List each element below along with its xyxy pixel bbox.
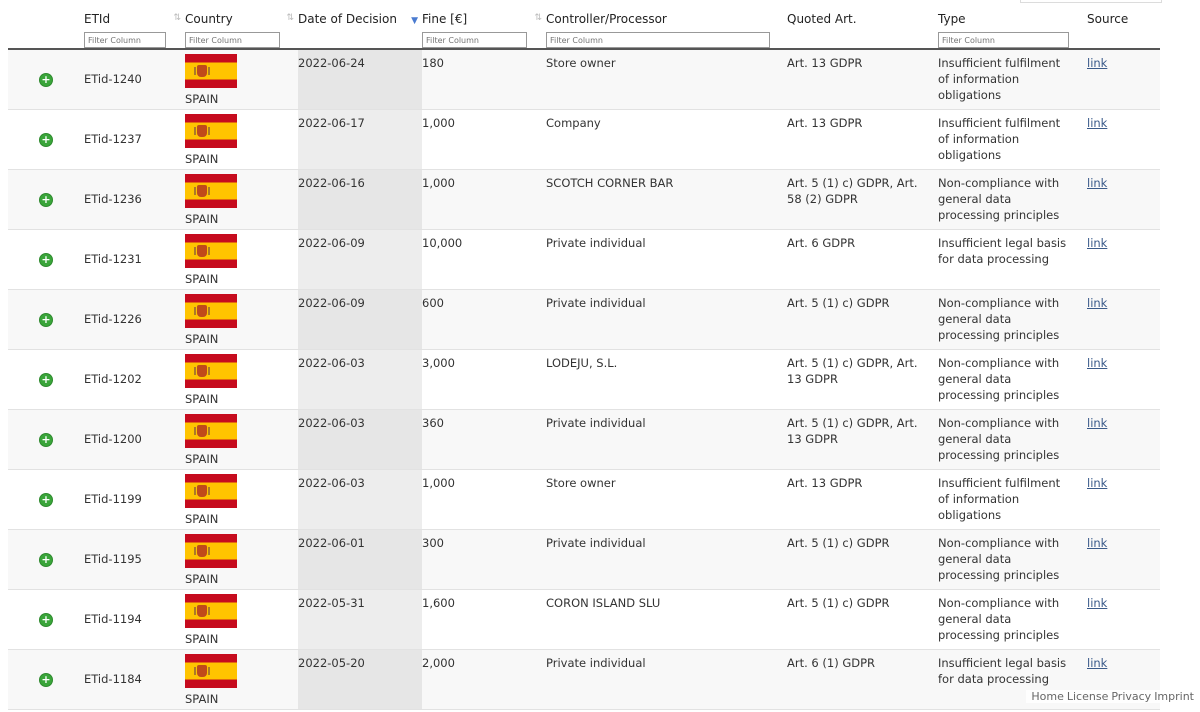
table-row[interactable] [8, 529, 1160, 589]
col-country-header[interactable] [185, 0, 298, 49]
source-cell [1087, 529, 1160, 589]
type-filter-input[interactable] [938, 32, 1069, 48]
controller-value: Private individual [546, 655, 646, 670]
fine-value: 1,000 [422, 175, 455, 190]
plus-circle-icon[interactable]: + [41, 673, 51, 686]
table-row[interactable] [8, 589, 1160, 649]
country-cell [185, 49, 298, 109]
country-cell [185, 229, 298, 289]
table-row[interactable] [8, 289, 1160, 349]
type-value: Non-compliance with general data processing principles [938, 295, 1060, 342]
source-cell [1087, 289, 1160, 349]
coat-of-arms-icon [197, 425, 207, 437]
quoted-value: Art. 13 GDPR [787, 475, 863, 490]
country-value: SPAIN [185, 92, 219, 106]
spain-flag-icon [185, 354, 237, 388]
date-cell [298, 529, 422, 589]
country-cell [185, 169, 298, 229]
type-cell [938, 229, 1087, 289]
etid-cell [84, 109, 185, 169]
spain-flag-icon [185, 594, 237, 628]
fine-value: 180 [422, 56, 444, 70]
controller-value: LODEJU, S.L. [546, 355, 618, 370]
header-row [8, 0, 1160, 49]
type-cell [938, 289, 1087, 349]
country-cell [185, 649, 298, 709]
fine-value: 1,000 [422, 475, 455, 490]
coat-of-arms-icon [197, 185, 207, 197]
type-value: Insufficient legal basis for data processing [938, 655, 1067, 686]
quoted-value: Art. 5 (1) c) GDPR, Art. 13 GDPR [787, 415, 918, 446]
expand-cell[interactable] [8, 589, 84, 649]
etid-cell [84, 469, 185, 529]
expand-cell[interactable] [8, 649, 84, 709]
plus-circle-icon[interactable]: + [41, 73, 51, 87]
country-cell [185, 529, 298, 589]
fine-cell [422, 529, 546, 589]
source-link[interactable]: link [1087, 655, 1108, 670]
quoted-cell [787, 469, 938, 529]
quoted-cell [787, 229, 938, 289]
fine-cell [422, 49, 546, 109]
fine-value: 1,000 [422, 115, 455, 130]
etid-value: ETid-1231 [84, 252, 142, 266]
quoted-value: Art. 13 GDPR [787, 56, 863, 70]
type-value: Insufficient fulfilment of information obligations [938, 56, 1061, 102]
etid-filter-input[interactable] [84, 32, 166, 48]
plus-circle-icon[interactable]: + [41, 253, 51, 266]
source-cell [1087, 229, 1160, 289]
controller-value: Company [546, 115, 601, 130]
controller-value: CORON ISLAND SLU [546, 595, 661, 610]
controller-cell [546, 409, 787, 469]
col-type-header[interactable] [938, 0, 1087, 49]
country-value: SPAIN [185, 571, 219, 586]
type-cell [938, 169, 1087, 229]
controller-value: SCOTCH CORNER BAR [546, 175, 674, 190]
controller-value: Store owner [546, 56, 616, 70]
col-expand-header [8, 0, 84, 49]
date-value: 2022-06-24 [298, 56, 365, 70]
plus-circle-icon[interactable]: + [41, 493, 51, 506]
coat-of-arms-icon [197, 605, 207, 617]
country-filter-input[interactable] [185, 32, 280, 48]
controller-cell [546, 469, 787, 529]
source-link[interactable]: link [1087, 175, 1108, 190]
plus-circle-icon[interactable]: + [41, 433, 51, 446]
etid-value: ETid-1195 [84, 552, 142, 566]
table-row[interactable] [8, 649, 1160, 709]
fine-cell [422, 349, 546, 409]
date-cell [298, 49, 422, 109]
controller-cell [546, 169, 787, 229]
date-value: 2022-06-03 [298, 475, 365, 490]
quoted-cell [787, 589, 938, 649]
plus-circle-icon[interactable]: + [41, 553, 51, 566]
plus-circle-icon[interactable]: + [41, 133, 51, 146]
etid-value: ETid-1237 [84, 132, 142, 146]
quoted-value: Art. 13 GDPR [787, 115, 863, 130]
fine-value: 3,000 [422, 355, 455, 370]
fine-cell [422, 229, 546, 289]
sort-icon[interactable]: ⇅ [286, 13, 294, 23]
col-type-label: Type [938, 12, 966, 26]
type-value: Insufficient legal basis for data processing [938, 235, 1067, 266]
country-cell [185, 289, 298, 349]
controller-cell [546, 649, 787, 709]
country-value: SPAIN [185, 271, 219, 286]
expand-cell[interactable] [8, 289, 84, 349]
country-cell [185, 409, 298, 469]
controller-cell [546, 589, 787, 649]
quoted-cell [787, 349, 938, 409]
expand-cell[interactable] [8, 229, 84, 289]
date-value: 2022-06-03 [298, 355, 365, 370]
etid-value: ETid-1199 [84, 492, 142, 506]
fine-cell [422, 469, 546, 529]
col-controller-header[interactable] [546, 0, 787, 49]
etid-cell [84, 49, 185, 109]
source-link[interactable]: link [1087, 355, 1108, 370]
fine-filter-input[interactable] [422, 32, 527, 48]
coat-of-arms-icon [197, 485, 207, 497]
etid-value: ETid-1194 [84, 612, 142, 626]
fines-table [8, 0, 1160, 710]
etid-cell [84, 289, 185, 349]
quoted-cell [787, 49, 938, 109]
etid-cell [84, 349, 185, 409]
col-source-label: Source [1087, 12, 1129, 26]
sort-icon[interactable]: ⇅ [173, 13, 181, 23]
plus-circle-icon[interactable]: + [41, 313, 51, 326]
coat-of-arms-icon [197, 65, 207, 77]
controller-cell [546, 349, 787, 409]
footer-license-link[interactable]: License [1066, 690, 1109, 703]
date-value: 2022-06-09 [298, 295, 365, 310]
footer-imprint-link[interactable]: Imprint [1154, 690, 1194, 703]
date-cell [298, 589, 422, 649]
controller-cell [546, 229, 787, 289]
type-cell [938, 109, 1087, 169]
date-cell [298, 109, 422, 169]
etid-value: ETid-1202 [84, 372, 142, 386]
spain-flag-icon [185, 174, 237, 208]
coat-of-arms-icon [197, 245, 207, 257]
fine-cell [422, 589, 546, 649]
type-value: Non-compliance with general data processing principles [938, 535, 1060, 582]
spain-flag-icon [185, 54, 237, 88]
date-cell [298, 409, 422, 469]
col-etid-header[interactable] [84, 0, 185, 49]
type-value: Insufficient fulfilment of information obligations [938, 115, 1061, 162]
table-row[interactable] [8, 469, 1160, 529]
date-cell [298, 169, 422, 229]
controller-cell [546, 49, 787, 109]
source-link[interactable]: link [1087, 475, 1108, 490]
date-cell [298, 349, 422, 409]
quoted-cell [787, 409, 938, 469]
date-value: 2022-06-01 [298, 535, 365, 550]
spain-flag-icon [185, 114, 237, 148]
footer-links [1026, 690, 1196, 703]
col-source-header[interactable] [1087, 0, 1160, 49]
source-link[interactable]: link [1087, 595, 1108, 610]
spain-flag-icon [185, 414, 237, 448]
fine-cell [422, 109, 546, 169]
date-value: 2022-05-31 [298, 595, 365, 610]
type-cell [938, 349, 1087, 409]
coat-of-arms-icon [197, 545, 207, 557]
type-value: Insufficient fulfilment of information obligations [938, 475, 1061, 522]
etid-cell [84, 169, 185, 229]
country-cell [185, 469, 298, 529]
expand-cell[interactable] [8, 409, 84, 469]
type-cell [938, 49, 1087, 109]
coat-of-arms-icon [197, 305, 207, 317]
etid-cell [84, 649, 185, 709]
source-cell [1087, 349, 1160, 409]
coat-of-arms-icon [197, 125, 207, 137]
date-cell [298, 649, 422, 709]
source-cell [1087, 589, 1160, 649]
coat-of-arms-icon [197, 365, 207, 377]
col-quoted-label: Quoted Art. [787, 12, 857, 26]
date-value: 2022-05-20 [298, 655, 365, 670]
fine-cell [422, 649, 546, 709]
col-fine-header[interactable] [422, 0, 546, 49]
source-cell [1087, 49, 1160, 109]
date-value: 2022-06-17 [298, 115, 365, 130]
country-value: SPAIN [185, 151, 219, 166]
etid-cell [84, 409, 185, 469]
expand-cell[interactable] [8, 169, 84, 229]
expand-cell[interactable] [8, 469, 84, 529]
sort-desc-icon[interactable]: ▼ [411, 16, 418, 26]
quoted-value: Art. 5 (1) c) GDPR, Art. 58 (2) GDPR [787, 175, 918, 206]
date-value: 2022-06-09 [298, 235, 365, 250]
fine-value: 2,000 [422, 655, 455, 670]
quoted-value: Art. 6 GDPR [787, 235, 856, 250]
col-country-label: Country [185, 12, 233, 26]
spain-flag-icon [185, 534, 237, 568]
source-link[interactable]: link [1087, 115, 1108, 130]
controller-cell [546, 109, 787, 169]
expand-cell[interactable] [8, 349, 84, 409]
etid-value: ETid-1200 [84, 432, 142, 446]
quoted-value: Art. 5 (1) c) GDPR [787, 295, 890, 310]
quoted-value: Art. 5 (1) c) GDPR [787, 595, 890, 610]
type-cell [938, 589, 1087, 649]
quoted-cell [787, 109, 938, 169]
quoted-cell [787, 289, 938, 349]
controller-filter-input[interactable] [546, 32, 770, 48]
col-etid-label: ETId [84, 12, 111, 26]
controller-value: Store owner [546, 475, 616, 490]
controller-value: Private individual [546, 415, 646, 430]
table-row[interactable] [8, 349, 1160, 409]
plus-circle-icon[interactable]: + [41, 373, 51, 386]
date-cell [298, 229, 422, 289]
source-cell [1087, 169, 1160, 229]
col-controller-label: Controller/Processor [546, 12, 667, 26]
country-value: SPAIN [185, 391, 219, 406]
source-cell [1087, 109, 1160, 169]
etid-cell [84, 229, 185, 289]
source-link[interactable]: link [1087, 415, 1108, 430]
etid-cell [84, 529, 185, 589]
controller-cell [546, 529, 787, 589]
date-cell [298, 469, 422, 529]
etid-cell [84, 589, 185, 649]
type-cell [938, 529, 1087, 589]
spain-flag-icon [185, 654, 237, 688]
controller-value: Private individual [546, 535, 646, 550]
country-value: SPAIN [185, 451, 219, 466]
fine-cell [422, 289, 546, 349]
fine-value: 300 [422, 535, 444, 550]
col-fine-label: Fine [€] [422, 12, 468, 26]
country-value: SPAIN [185, 511, 219, 526]
spain-flag-icon [185, 234, 237, 268]
controller-value: Private individual [546, 235, 646, 250]
fine-value: 360 [422, 415, 444, 430]
expand-cell[interactable] [8, 109, 84, 169]
date-value: 2022-06-03 [298, 415, 365, 430]
col-date-header[interactable] [298, 0, 422, 49]
type-value: Non-compliance with general data processing principles [938, 175, 1060, 222]
table-row[interactable] [8, 409, 1160, 469]
col-date-label: Date of Decision [298, 12, 397, 26]
sort-icon[interactable]: ⇅ [534, 13, 542, 23]
fine-value: 10,000 [422, 235, 463, 250]
date-cell [298, 289, 422, 349]
etid-value: ETid-1226 [84, 312, 142, 326]
etid-value: ETid-1184 [84, 672, 142, 686]
plus-circle-icon[interactable]: + [41, 193, 51, 206]
quoted-value: Art. 6 (1) GDPR [787, 655, 876, 670]
quoted-cell [787, 649, 938, 709]
plus-circle-icon[interactable]: + [41, 613, 51, 626]
table-row[interactable] [8, 169, 1160, 229]
fine-value: 600 [422, 295, 444, 310]
date-value: 2022-06-16 [298, 175, 365, 190]
type-cell [938, 469, 1087, 529]
quoted-cell [787, 169, 938, 229]
quoted-cell [787, 529, 938, 589]
source-link[interactable]: link [1087, 56, 1108, 70]
source-cell [1087, 469, 1160, 529]
country-cell [185, 349, 298, 409]
controller-cell [546, 289, 787, 349]
expand-cell[interactable] [8, 529, 84, 589]
country-cell [185, 589, 298, 649]
type-value: Non-compliance with general data processing principles [938, 355, 1060, 402]
spain-flag-icon [185, 294, 237, 328]
footer-home-link[interactable]: Home [1031, 690, 1064, 703]
fine-value: 1,600 [422, 595, 455, 610]
quoted-value: Art. 5 (1) c) GDPR [787, 535, 890, 550]
etid-value: ETid-1240 [84, 72, 142, 87]
country-value: SPAIN [185, 631, 219, 646]
etid-value: ETid-1236 [84, 192, 142, 206]
country-cell [185, 109, 298, 169]
source-link[interactable]: link [1087, 295, 1108, 310]
coat-of-arms-icon [197, 665, 207, 677]
quoted-value: Art. 5 (1) c) GDPR, Art. 13 GDPR [787, 355, 918, 386]
country-value: SPAIN [185, 691, 219, 706]
type-value: Non-compliance with general data processing principles [938, 595, 1060, 642]
source-cell [1087, 409, 1160, 469]
table-body [8, 49, 1160, 709]
source-link[interactable]: link [1087, 535, 1108, 550]
type-cell [938, 409, 1087, 469]
table-row[interactable] [8, 49, 1160, 109]
country-value: SPAIN [185, 331, 219, 346]
type-value: Non-compliance with general data processing principles [938, 415, 1060, 462]
expand-cell[interactable] [8, 49, 84, 109]
controller-value: Private individual [546, 295, 646, 310]
col-quoted-header[interactable] [787, 0, 938, 49]
footer-privacy-link[interactable]: Privacy [1111, 690, 1152, 703]
table-row[interactable] [8, 229, 1160, 289]
fine-cell [422, 169, 546, 229]
source-link[interactable]: link [1087, 235, 1108, 250]
spain-flag-icon [185, 474, 237, 508]
fine-cell [422, 409, 546, 469]
country-value: SPAIN [185, 211, 219, 226]
table-row[interactable] [8, 109, 1160, 169]
